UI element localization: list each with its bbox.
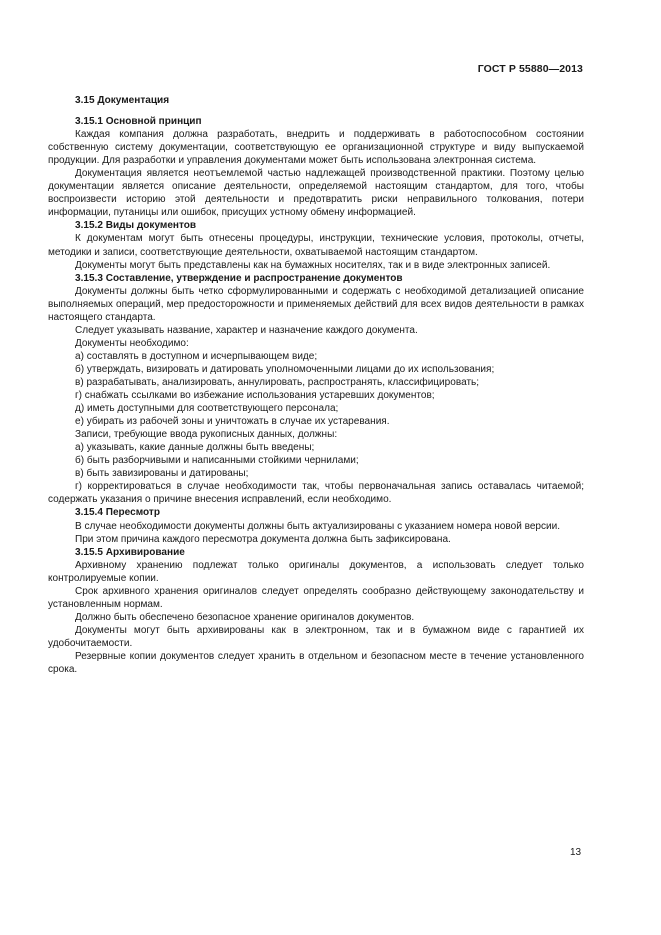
paragraph: При этом причина каждого пересмотра документа должна быть зафиксирована. (75, 533, 451, 545)
subsection-title: 3.15.4 Пересмотр (75, 507, 160, 519)
list-item: а) указывать, какие данные должны быть введены; (75, 442, 315, 454)
subsection-title: 3.15.2 Виды документов (75, 220, 197, 232)
paragraph: Архивному хранению подлежат только оригиналы документов, а использовать следует только контролируемые копии. (48, 559, 584, 584)
document-header (478, 63, 583, 75)
list-item: в) быть завизированы и датированы; (75, 468, 249, 480)
document-body (48, 94, 584, 676)
subsection-title: 3.15.1 Основной принцип (75, 116, 202, 128)
section-title: 3.15 Документация (75, 95, 170, 106)
standard-number: ГОСТ Р 55880—2013 (477, 63, 583, 75)
list-item: а) составлять в доступном и исчерпывающем виде; (75, 350, 318, 362)
list-item: д) иметь доступными для соответствующего персонала; (75, 403, 339, 415)
list-item: в) разрабатывать, анализировать, аннулировать, распространять, классифицировать; (75, 376, 480, 388)
list-item: б) быть разборчивыми и написанными стойкими чернилами; (75, 455, 359, 467)
subsection-title: 3.15.5 Архивирование (75, 546, 185, 558)
paragraph: Должно быть обеспечено безопасное хранение оригиналов документов. (75, 611, 415, 623)
list-item: е) убирать из рабочей зоны и уничтожать в случае их устаревания. (75, 416, 390, 428)
paragraph: Резервные копии документов следует хранить в отдельном и безопасном месте в течение установленного срока. (48, 650, 584, 676)
paragraph: Документы должны быть четко сформулированными и содержать с необходимой детализацией описание выполняемых операций, мер предосторожности и применяемых действий для всех видов деятельности в рамках настоящего стандарта. (48, 285, 584, 323)
paragraph: К документам могут быть отнесены процедуры, инструкции, технические условия, протоколы, отчеты, методики и записи, соответствующие деятельности, охватываемой настоящим стандартом. (48, 233, 584, 258)
paragraph: Каждая компания должна разработать, внедрить и поддерживать в работоспособном состоянии собственную систему документации, соответствующую ее организационной структуре и виду выпускаемой продукции. Для разработки и управления документами может быть использована электронная система. (48, 129, 584, 167)
paragraph: Срок архивного хранения оригиналов следует определять сообразно действующему законодательству и установленным нормам. (48, 585, 584, 610)
paragraph: Записи, требующие ввода рукописных данных, должны: (75, 429, 338, 441)
paragraph: Документы могут быть представлены как на бумажных носителях, так и в виде электронных записей. (75, 259, 551, 271)
subsection-title: 3.15.3 Составление, утверждение и распространение документов (75, 272, 403, 284)
list-item: г) корректироваться в случае необходимости так, чтобы первоначальная запись оставалась читаемой; содержать указания о причине внесения исправлений, если необходимо. (48, 481, 584, 506)
paragraph: Документы могут быть архивированы как в электронном, так и в бумажном виде с гарантией их удобочитаемости. (48, 624, 584, 649)
paragraph: В случае необходимости документы должны быть актуализированы с указанием номера новой версии. (75, 520, 561, 532)
list-item: б) утверждать, визировать и датировать уполномоченными лицами до их использования; (75, 363, 495, 375)
paragraph: Документы необходимо: (75, 337, 189, 349)
paragraph: Документация является неотъемлемой частью надлежащей производственной практики. Поэтому целью документации является описание деятельности, определяемой настоящим стандартом, для того, чтобы воспроизвести историю этой деятельности и предотвратить риски неправильного толкования, потери информации, путаницы или ошибок, присущих устному обмену информацией. (48, 168, 584, 219)
list-item: г) снабжать ссылками во избежание использования устаревших документов; (75, 390, 435, 402)
page-number: 13 (570, 847, 582, 858)
paragraph: Следует указывать название, характер и назначение каждого документа. (75, 324, 418, 336)
